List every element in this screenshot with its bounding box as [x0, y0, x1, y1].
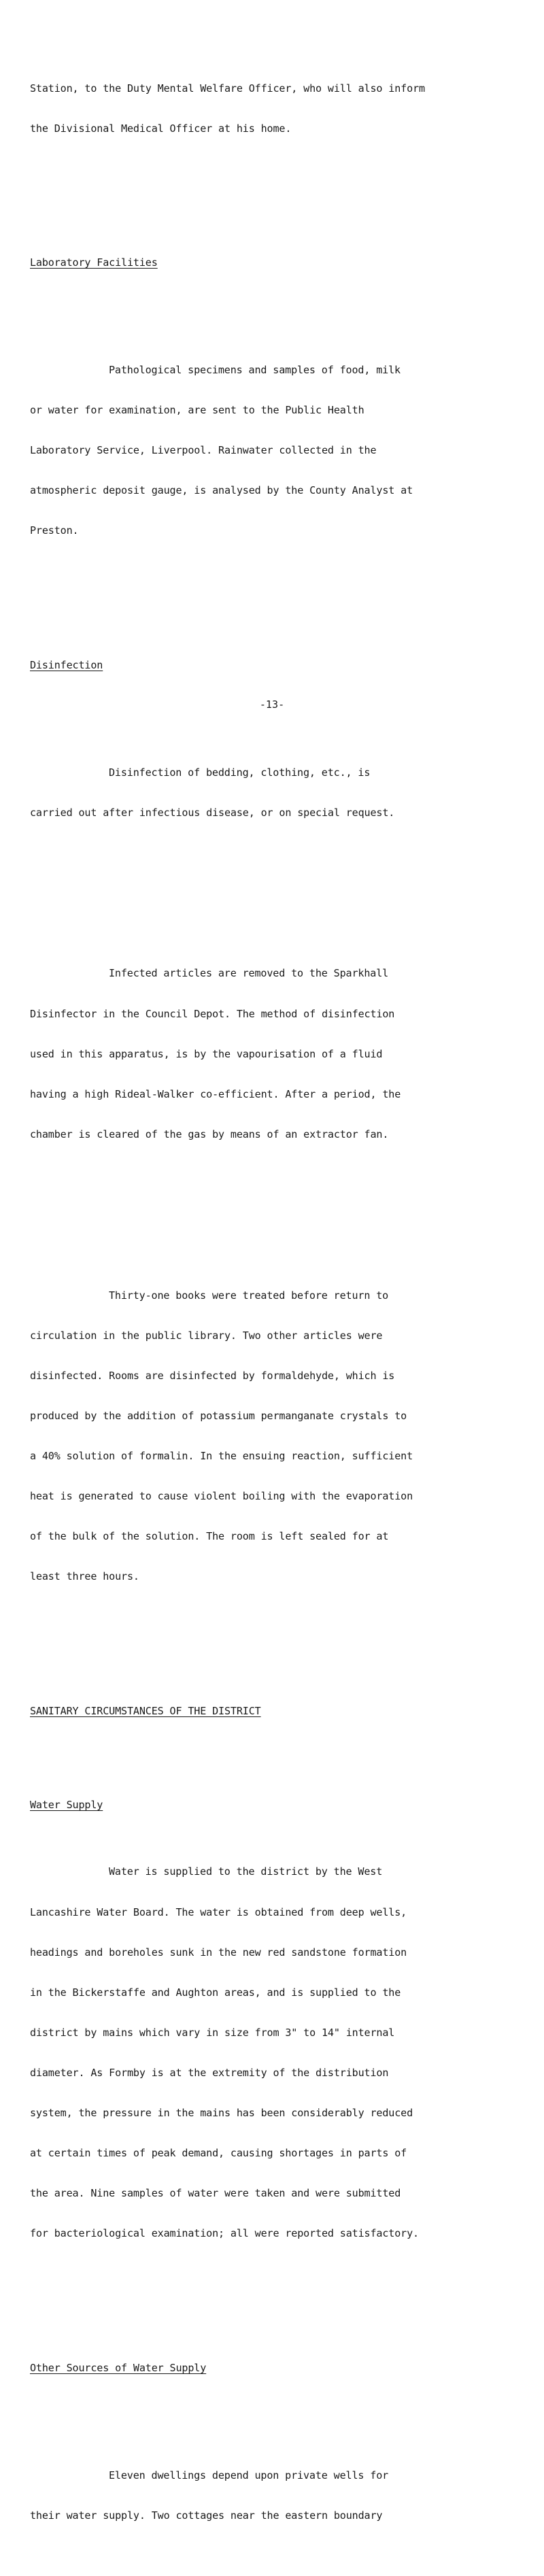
- intro-line: the Divisional Medical Officer at his home.: [30, 122, 292, 135]
- text-line: of the bulk of the solution. The room is left sealed for at: [30, 1530, 389, 1543]
- other-sources-heading: Other Sources of Water Supply: [30, 2361, 207, 2374]
- text-line: system, the pressure in the mains has been considerably reduced: [30, 2107, 413, 2120]
- text-line: disinfected. Rooms are disinfected by formaldehyde, which is: [30, 1369, 395, 1382]
- text-line: the area. Nine samples of water were taken and were submitted: [30, 2187, 401, 2200]
- text-line: Disinfection of bedding, clothing, etc., is: [109, 766, 371, 779]
- text-line: Water is supplied to the district by the West: [109, 1865, 383, 1878]
- text-line: carried out after infectious disease, or on special request.: [30, 806, 395, 819]
- intro-paragraph: [30, 55, 530, 163]
- text-line: Preston.: [30, 524, 79, 537]
- text-line: headings and boreholes sunk in the new red sandstone formation: [30, 1946, 407, 1959]
- other-sources-paragraph: [30, 2442, 530, 2549]
- text-line: a 40% solution of formalin. In the ensuing reaction, sufficient: [30, 1450, 413, 1463]
- text-line: Disinfector in the Council Depot. The method of disinfection: [30, 1007, 395, 1020]
- text-line: having a high Rideal-Walker co-efficient. After a period, the: [30, 1087, 401, 1100]
- text-line: heat is generated to cause violent boiling with the evaporation: [30, 1490, 413, 1503]
- text-line: diameter. As Formby is at the extremity of the distribution: [30, 2066, 389, 2079]
- text-line: Eleven dwellings depend upon private wells for: [109, 2469, 389, 2481]
- text-line: Thirty-one books were treated before return to: [109, 1289, 389, 1302]
- text-line: their water supply. Two cottages near the eastern boundary: [30, 2509, 383, 2522]
- text-line: Pathological specimens and samples of food, milk: [109, 363, 401, 376]
- disinfection-heading: Disinfection: [30, 658, 103, 671]
- text-line: for bacteriological examination; all were reported satisfactory.: [30, 2227, 419, 2240]
- water-supply-heading: Water Supply: [30, 1798, 103, 1811]
- laboratory-heading: Laboratory Facilities: [30, 256, 158, 269]
- text-line: district by mains which vary in size from 3" to 14" internal: [30, 2026, 395, 2039]
- text-line: Infected articles are removed to the Sparkhall: [109, 967, 389, 980]
- text-line: least three hours.: [30, 1570, 139, 1583]
- laboratory-paragraph: [30, 337, 530, 564]
- sanitary-heading: SANITARY CIRCUMSTANCES OF THE DISTRICT: [30, 1704, 261, 1717]
- text-line: Lancashire Water Board. The water is obtained from deep wells,: [30, 1905, 407, 1918]
- disinfection-paragraph-3: [30, 1262, 530, 1610]
- water-supply-paragraph: [30, 1839, 530, 2268]
- intro-line: Station, to the Duty Mental Welfare Officer, who will also inform: [30, 82, 425, 95]
- text-line: chamber is cleared of the gas by means of an extractor fan.: [30, 1128, 389, 1140]
- text-line: produced by the addition of potassium permanganate crystals to: [30, 1409, 407, 1422]
- disinfection-paragraph-2: [30, 940, 530, 1168]
- text-line: in the Bickerstaffe and Aughton areas, and is supplied to the: [30, 1986, 401, 1999]
- text-line: or water for examination, are sent to the Public Health: [30, 403, 364, 416]
- text-line: used in this apparatus, is by the vapourisation of a fluid: [30, 1047, 383, 1060]
- text-line: Laboratory Service, Liverpool. Rainwater collected in the: [30, 444, 377, 457]
- disinfection-paragraph-1: [30, 739, 530, 847]
- page-number: -13-: [259, 698, 285, 711]
- text-line: at certain times of peak demand, causing shortages in parts of: [30, 2147, 407, 2160]
- text-line: circulation in the public library. Two other articles were: [30, 1329, 383, 1342]
- text-line: atmospheric deposit gauge, is analysed by the County Analyst at: [30, 484, 413, 497]
